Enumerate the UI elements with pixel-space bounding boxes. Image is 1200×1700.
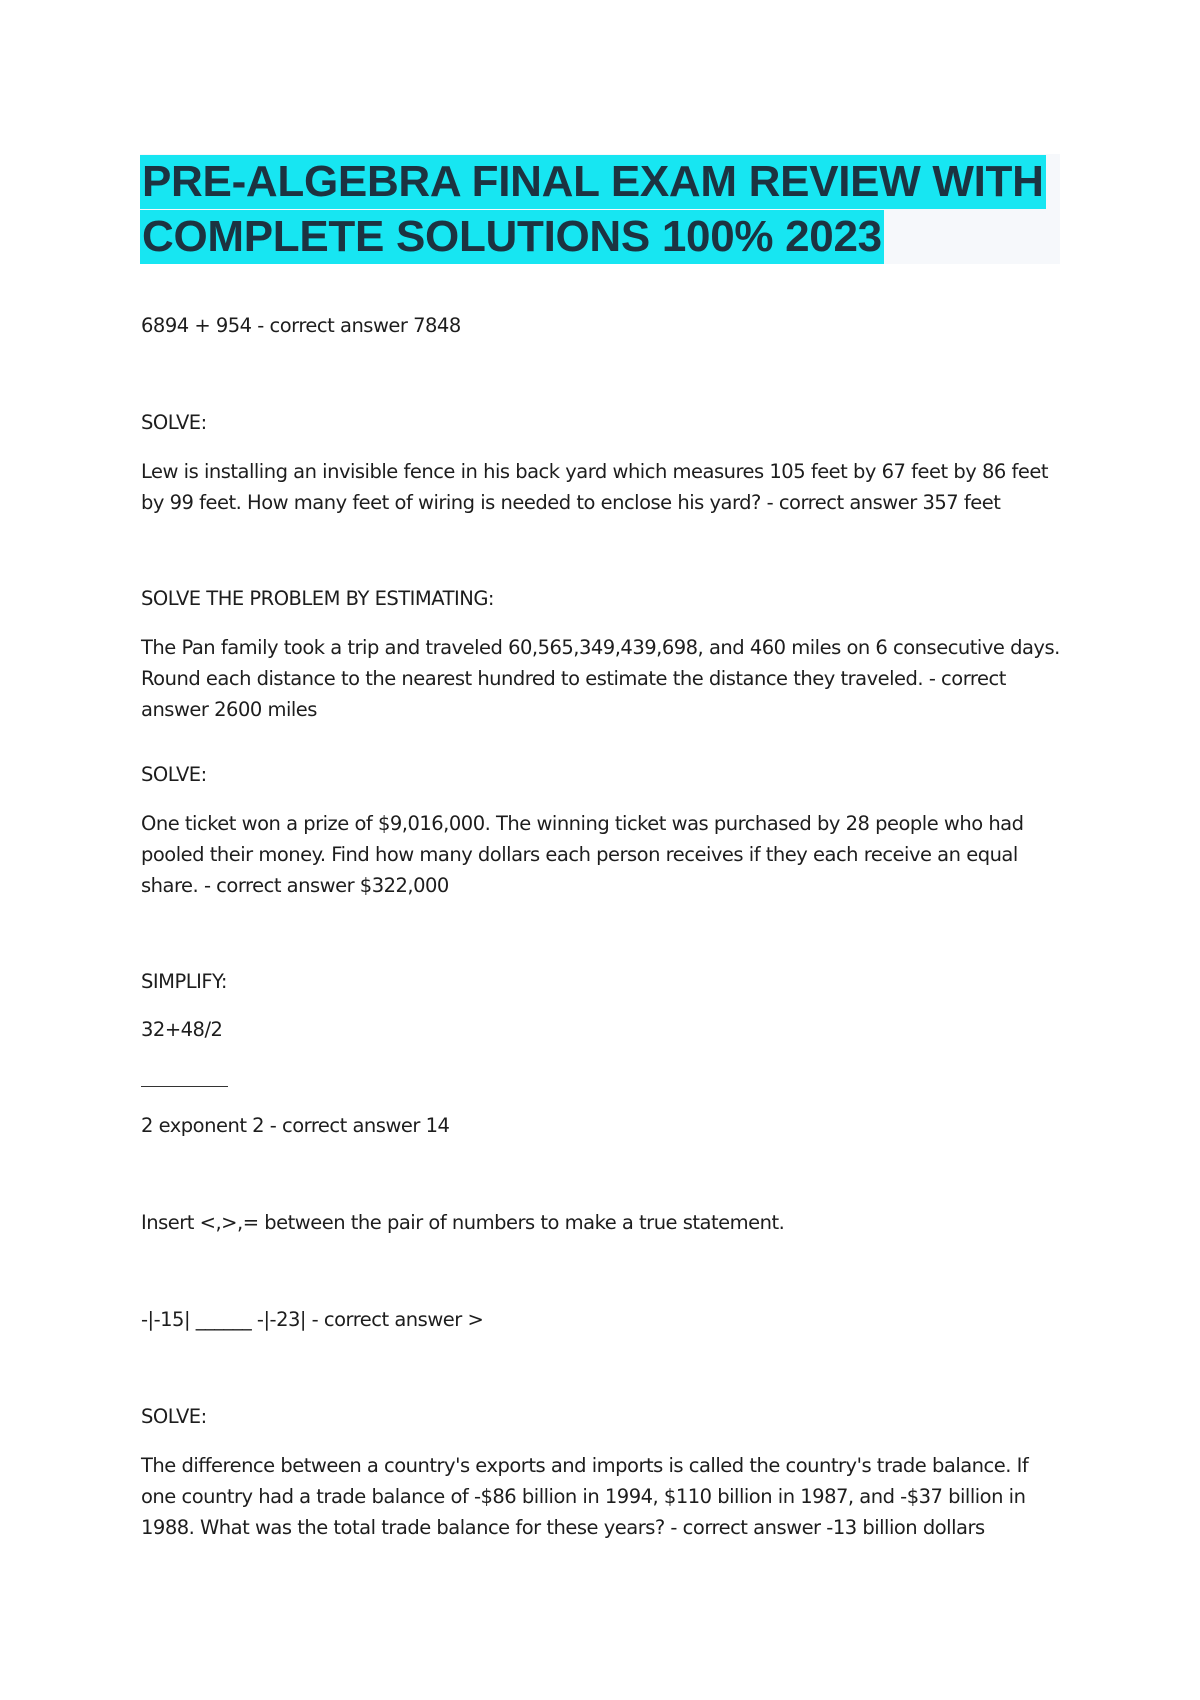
section-heading-simplify: SIMPLIFY: xyxy=(141,970,227,993)
section-heading-estimating: SOLVE THE PROBLEM BY ESTIMATING: xyxy=(141,587,495,610)
section-heading-solve: SOLVE: xyxy=(141,763,207,786)
fraction-denominator-answer: 2 exponent 2 - correct answer 14 xyxy=(141,1114,450,1137)
section-heading-solve: SOLVE: xyxy=(141,1405,207,1428)
question-fence: Lew is installing an invisible fence in his back yard which measures 105 feet by 67 feet by 86 feet by 99 feet. How many feet of wiring is needed to enclose his yard? - correct answer 357 feet xyxy=(141,460,1048,514)
document-title-line-1: PRE-ALGEBRA FINAL EXAM REVIEW WITH xyxy=(140,155,1046,209)
question-trip: The Pan family took a trip and traveled 60,565,349,439,698, and 460 miles on 6 consecutive days. Round each distance to the nearest hundred to estimate the distance they traveled. - correct answer 2600 miles xyxy=(141,636,1060,721)
document-title-line-2: COMPLETE SOLUTIONS 100% 2023 xyxy=(140,210,884,264)
instruction-compare: Insert <,>,= between the pair of numbers to make a true statement. xyxy=(141,1211,785,1234)
question-absolute-value: -|-15| ______ -|-23| - correct answer > xyxy=(141,1308,484,1331)
fraction-numerator: 32+48/2 xyxy=(141,1018,223,1041)
question-trade-balance: The difference between a country's exports and imports is called the country's trade balance. If one country had a trade balance of -$86 billion in 1994, $110 billion in 1987, and -$37 billion in 1988. What was the total trade balance for these years? - correct answer -13 billion dollars xyxy=(141,1454,1029,1539)
question-prize: One ticket won a prize of $9,016,000. The winning ticket was purchased by 28 people who had pooled their money. Find how many dollars each person receives if they each receive an equal share. - correct answer $322,000 xyxy=(141,812,1024,897)
section-heading-solve: SOLVE: xyxy=(141,411,207,434)
question-addition: 6894 + 954 - correct answer 7848 xyxy=(141,314,461,337)
fraction-bar xyxy=(141,1086,228,1087)
